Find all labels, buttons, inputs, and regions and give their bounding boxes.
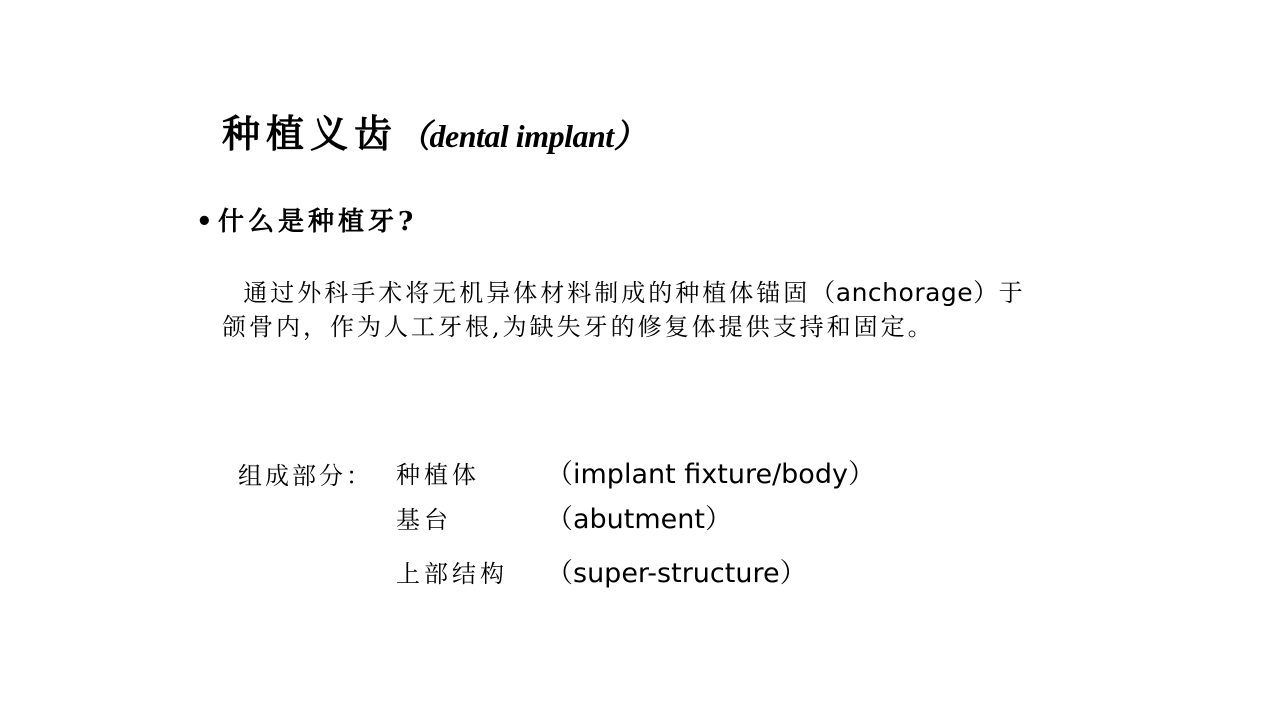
component-name-en: （abutment） — [546, 504, 732, 535]
component-item — [396, 502, 732, 538]
component-name-zh: 基台 — [396, 506, 452, 534]
bullet-dot-icon: • — [196, 207, 213, 237]
definition-text-part2: 于颌骨内，作为人工牙根,为缺失牙的修复体提供支持和固定。 — [222, 279, 1026, 341]
component-name-zh: 上部结构 — [396, 560, 508, 588]
title-chinese: 种植义齿 — [222, 111, 399, 156]
title-english: （dental implant） — [398, 118, 646, 154]
component-name-en: （super-structure） — [546, 558, 807, 589]
component-item — [396, 457, 875, 493]
bullet-question — [196, 202, 417, 242]
bullet-question-text: 什么是种植牙? — [218, 207, 418, 237]
slide-title — [222, 108, 645, 162]
component-name-en: （implant fixture/body） — [546, 459, 875, 490]
component-name-zh: 种植体 — [396, 461, 480, 489]
definition-english-term: （anchorage） — [810, 278, 999, 307]
components-label: 组成部分： — [238, 462, 373, 490]
definition-paragraph — [222, 276, 1042, 344]
definition-text-part1: 通过外科手术将无机异体材料制成的种植体锚固 — [222, 279, 811, 307]
component-item — [396, 556, 807, 592]
